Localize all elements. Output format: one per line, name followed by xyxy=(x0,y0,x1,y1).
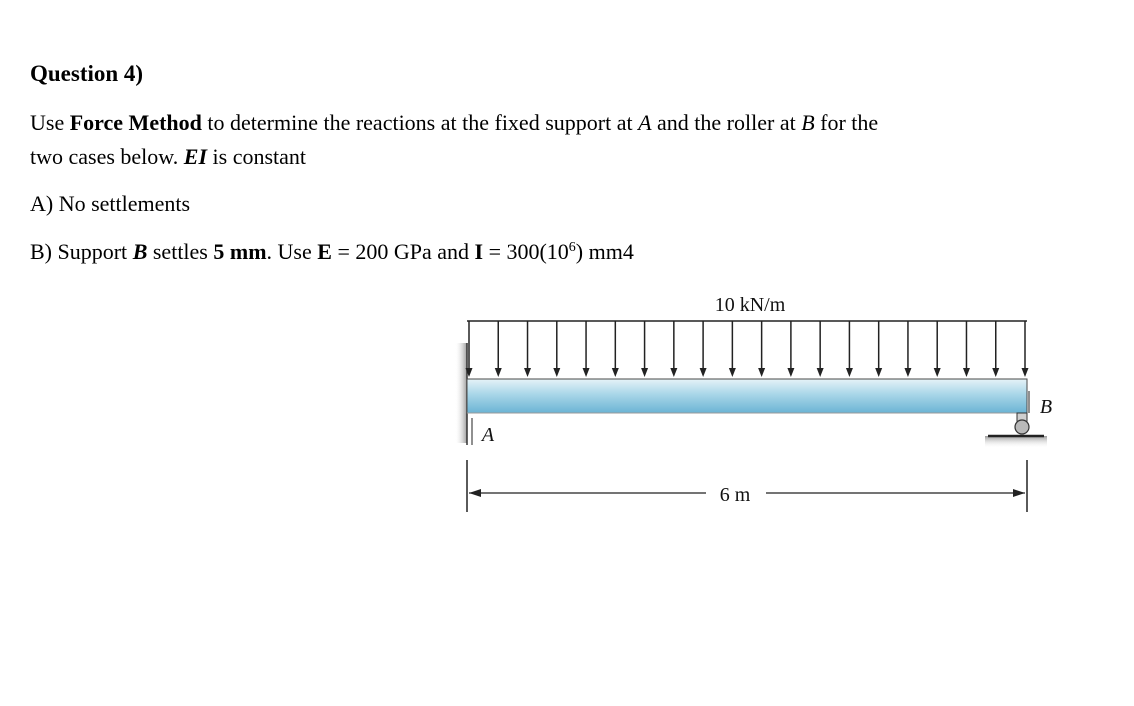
load-arrow-head xyxy=(963,368,970,377)
settlement-value: 5 mm xyxy=(213,239,267,264)
point-b-ref: B xyxy=(801,110,815,135)
load-arrow-head xyxy=(729,368,736,377)
load-arrow-head xyxy=(904,368,911,377)
text: = 200 GPa and xyxy=(331,239,475,264)
load-arrow-head xyxy=(524,368,531,377)
dimension-arrow-left xyxy=(469,489,481,497)
support-b-ref: B xyxy=(132,239,148,264)
load-arrow-head xyxy=(612,368,619,377)
text: is constant xyxy=(207,144,307,169)
load-arrow-head xyxy=(992,368,999,377)
load-arrow-head xyxy=(758,368,765,377)
roller-ground xyxy=(985,436,1047,448)
load-arrow-head xyxy=(846,368,853,377)
text: for the xyxy=(814,110,879,135)
ei-term: EI xyxy=(183,144,208,169)
load-arrow-head xyxy=(583,368,590,377)
support-b-label: B xyxy=(1039,396,1053,418)
question-title: Question 4) xyxy=(30,61,144,86)
beam xyxy=(467,379,1027,413)
text: B) Support xyxy=(30,239,133,264)
load-arrow-head xyxy=(1022,368,1029,377)
load-arrow-head xyxy=(700,368,707,377)
text: and the roller at xyxy=(651,110,802,135)
exponent: 6 xyxy=(568,240,576,255)
load-arrow-head xyxy=(495,368,502,377)
load-arrow-head xyxy=(670,368,677,377)
roller-circle xyxy=(1015,420,1029,434)
load-arrow-head xyxy=(817,368,824,377)
support-a-label: A xyxy=(481,424,495,446)
text: = 300(10 xyxy=(483,239,569,264)
text: to determine the reactions at the fixed support at xyxy=(201,110,639,135)
fixed-wall-hatch xyxy=(455,343,467,443)
dimension-arrow-right xyxy=(1013,489,1025,497)
distributed-load-arrows xyxy=(466,321,1029,377)
load-arrow-head xyxy=(553,368,560,377)
text: . Use xyxy=(266,239,318,264)
span-label: 6 m xyxy=(719,484,751,506)
text: settles xyxy=(147,239,214,264)
e-symbol: E xyxy=(317,239,332,264)
text: two cases below. xyxy=(30,144,184,169)
load-arrow-head xyxy=(641,368,648,377)
text: ) mm4 xyxy=(575,239,634,264)
i-symbol: I xyxy=(474,239,484,264)
load-arrow-head xyxy=(787,368,794,377)
load-arrow-head xyxy=(875,368,882,377)
force-method-term: Force Method xyxy=(69,110,202,135)
text: Use xyxy=(30,110,70,135)
case-a: A) No settlements xyxy=(30,191,191,216)
point-a-ref: A xyxy=(638,110,652,135)
load-label: 10 kN/m xyxy=(714,294,786,316)
load-arrow-head xyxy=(934,368,941,377)
